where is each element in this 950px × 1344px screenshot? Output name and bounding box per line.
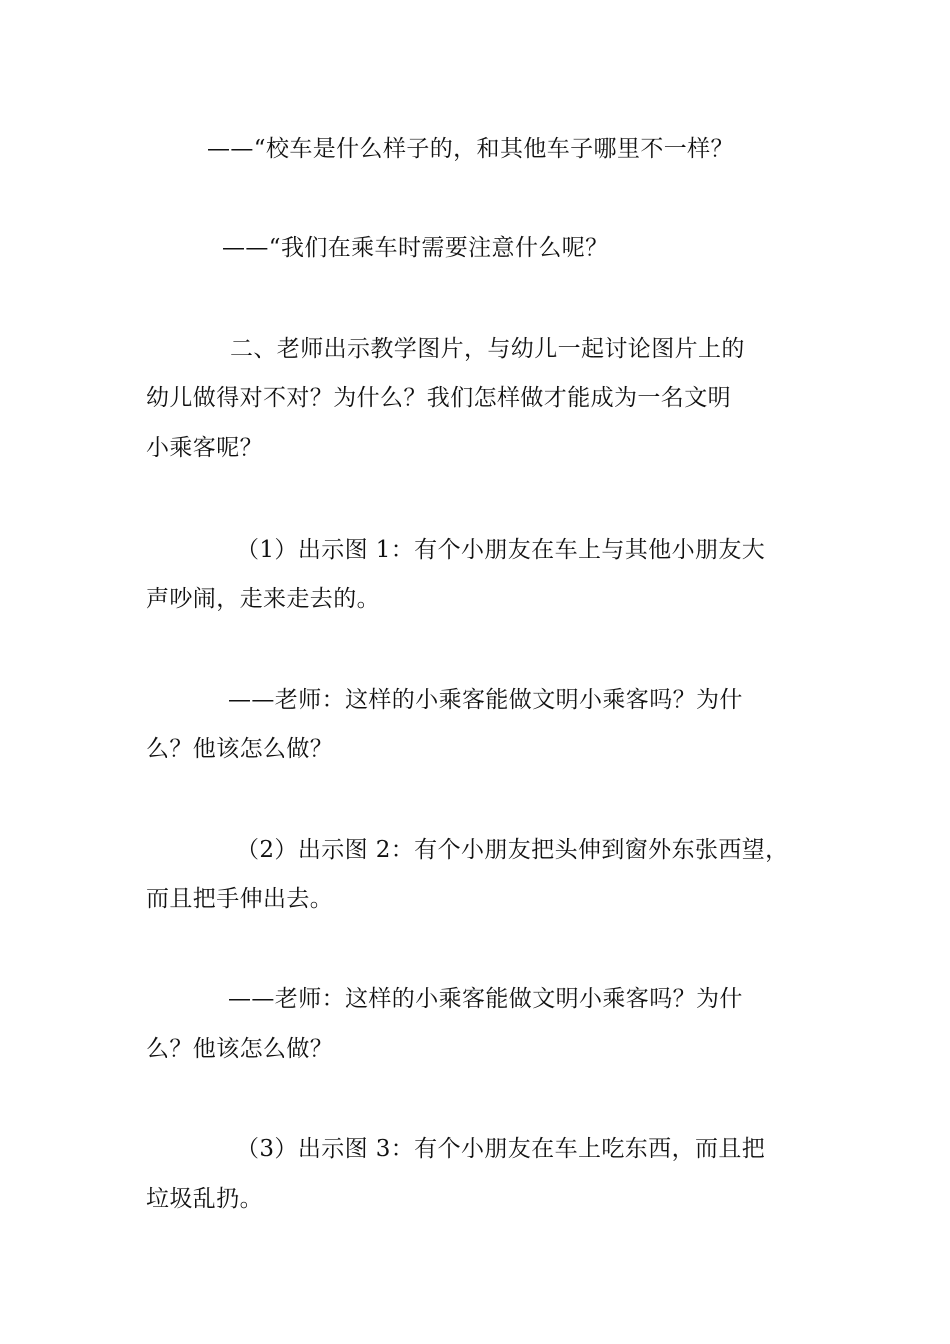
question-line-school-bus: ——“校车是什么样子的，和其他车子哪里不一样？	[207, 136, 734, 162]
teacher-question-2-line-2: 么？他该怎么做？	[146, 1036, 334, 1062]
section-two-line-2: 幼儿做得对不对？为什么？我们怎样做才能成为一名文明	[146, 385, 731, 411]
picture-1-line-2: 声吵闹，走来走去的。	[146, 586, 380, 612]
section-two-line-1: 二、老师出示教学图片，与幼儿一起讨论图片上的	[230, 336, 745, 362]
question-line-attention: ——“我们在乘车时需要注意什么呢？	[222, 235, 609, 261]
picture-1-line-1: （1）出示图 1：有个小朋友在车上与其他小朋友大	[236, 537, 766, 563]
teacher-question-1-line-1: ——老师：这样的小乘客能做文明小乘客吗？为什	[228, 687, 743, 713]
picture-2-line-1: （2）出示图 2：有个小朋友把头伸到窗外东张西望，	[236, 837, 789, 863]
section-two-line-3: 小乘客呢？	[146, 435, 263, 461]
teacher-question-1-line-2: 么？他该怎么做？	[146, 736, 334, 762]
picture-3-line-2: 垃圾乱扔。	[146, 1186, 263, 1212]
picture-3-line-1: （3）出示图 3：有个小朋友在车上吃东西，而且把	[236, 1136, 766, 1162]
picture-2-line-2: 而且把手伸出去。	[146, 886, 334, 912]
teacher-question-2-line-1: ——老师：这样的小乘客能做文明小乘客吗？为什	[228, 986, 743, 1012]
